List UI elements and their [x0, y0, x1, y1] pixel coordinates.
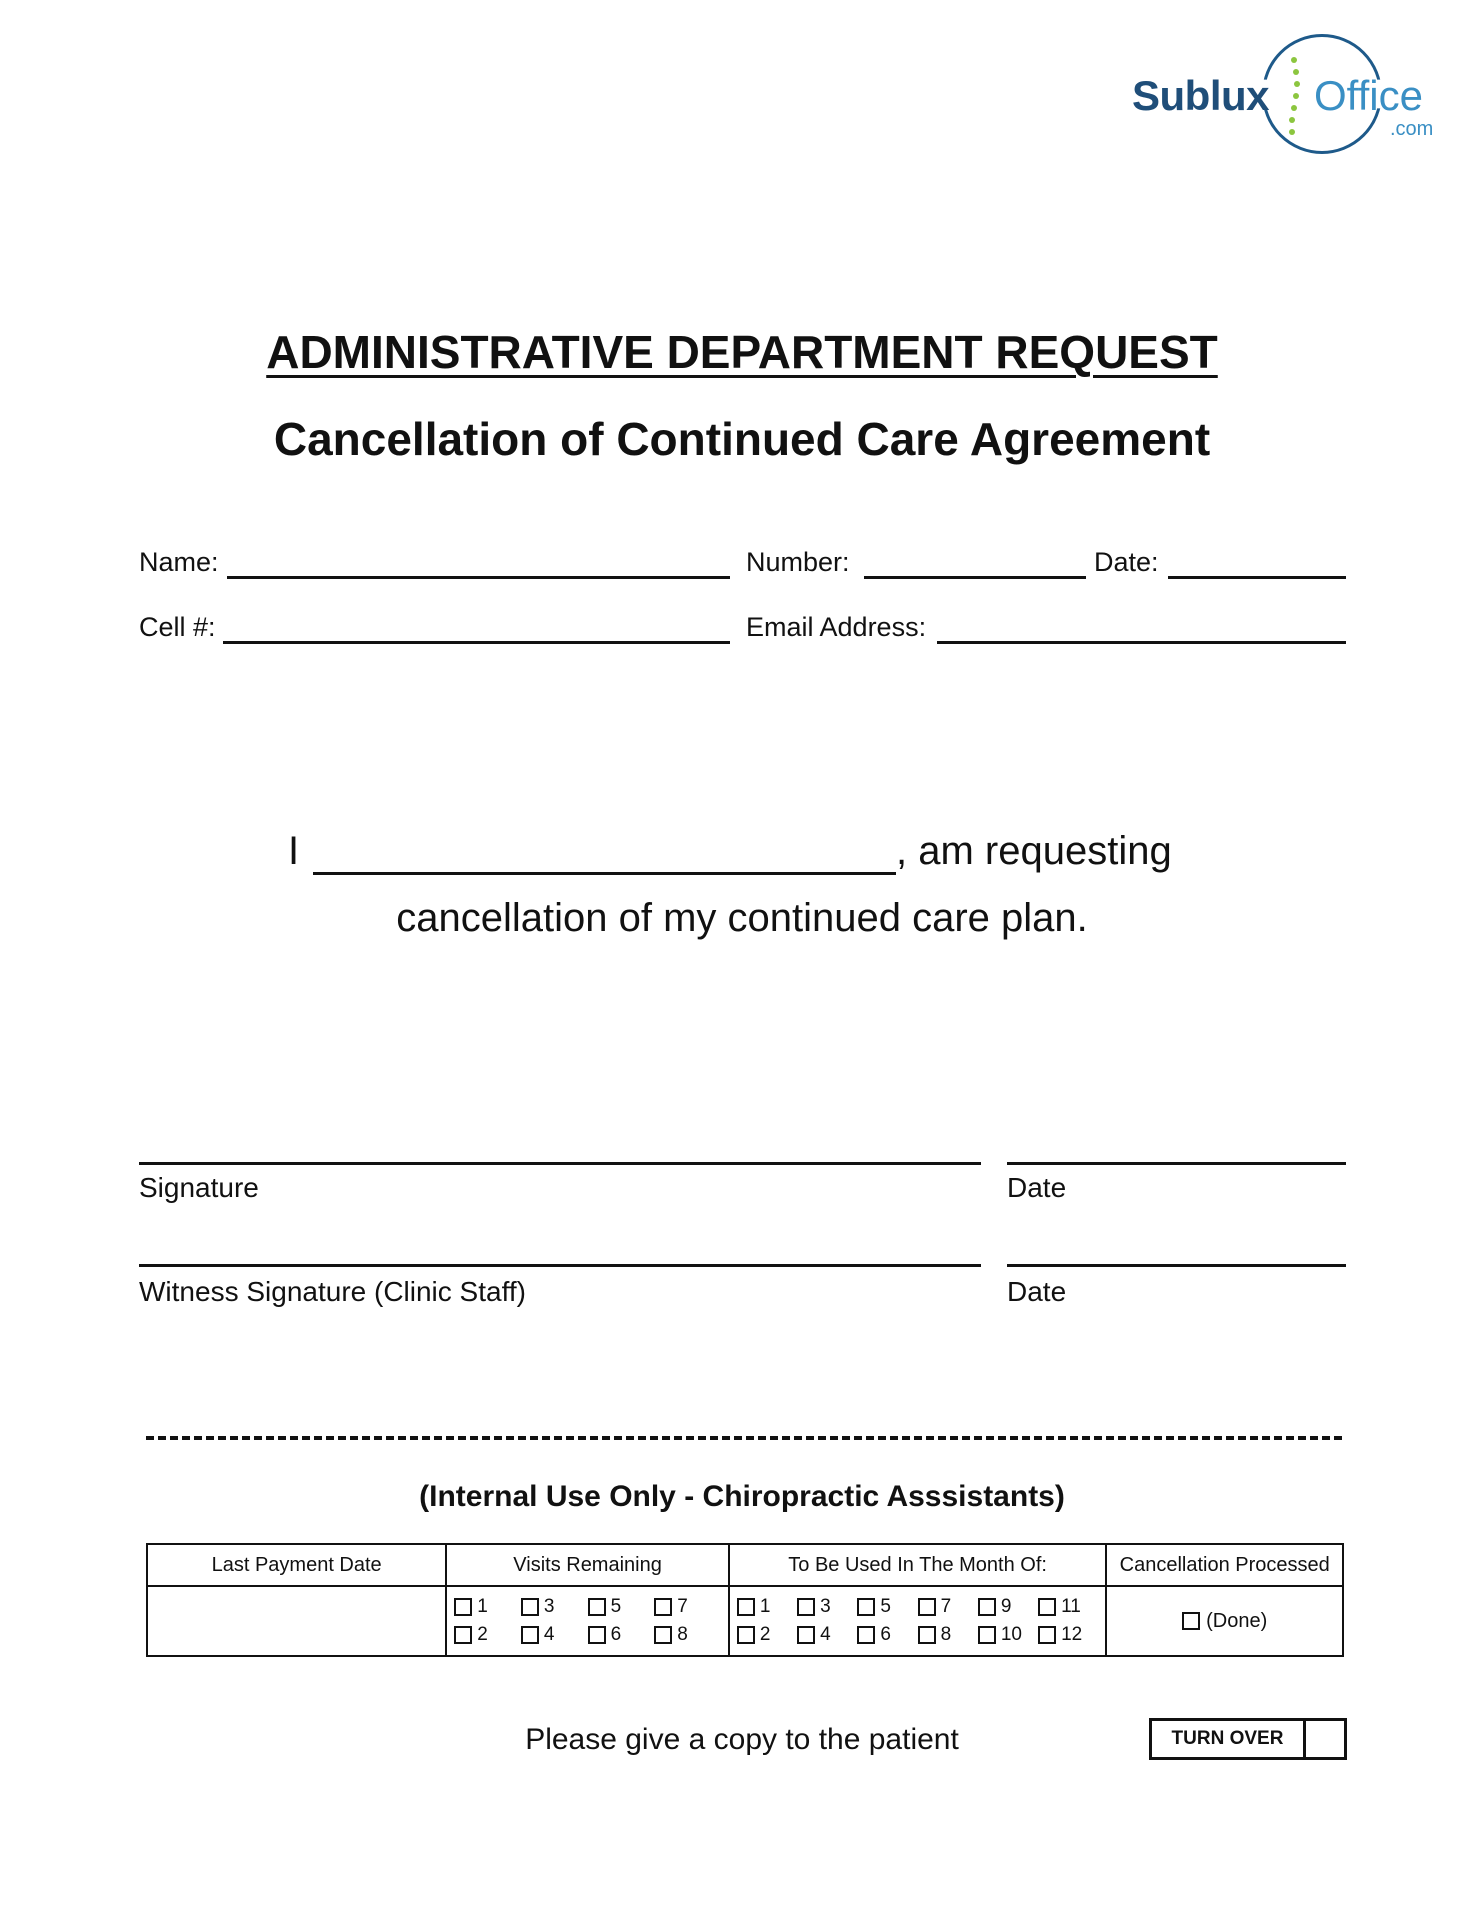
month-checkbox[interactable]: 7 [918, 1596, 978, 1618]
visits-checkbox[interactable]: 7 [654, 1596, 721, 1618]
turn-over-checkbox[interactable] [1306, 1721, 1344, 1757]
logo-word-office: Office [1314, 72, 1423, 119]
statement-line2: cancellation of my continued care plan. [396, 896, 1088, 940]
checkbox-box[interactable] [857, 1598, 875, 1616]
checkbox-box[interactable] [654, 1626, 672, 1644]
column-header: To Be Used In The Month Of: [729, 1544, 1107, 1586]
witness-date-label: Date [1007, 1276, 1067, 1307]
checkbox-box[interactable] [978, 1598, 996, 1616]
signature-date-line[interactable] [1007, 1162, 1346, 1165]
visits-checkbox[interactable]: 1 [454, 1596, 521, 1618]
sublux-office-logo [1120, 30, 1450, 165]
month-checkbox[interactable]: 2 [737, 1624, 797, 1646]
month-cell [729, 1586, 1107, 1656]
checkbox-box[interactable] [737, 1598, 755, 1616]
visits-remaining-cell [446, 1586, 729, 1656]
visits-checkbox[interactable]: 5 [588, 1596, 655, 1618]
visits-checkbox[interactable]: 2 [454, 1624, 521, 1646]
month-checkbox[interactable]: 8 [918, 1624, 978, 1646]
internal-use-heading: (Internal Use Only - Chiropractic Asssistants) [419, 1480, 1065, 1513]
logo-suffix: .com [1390, 118, 1434, 140]
checkbox-box[interactable] [797, 1598, 815, 1616]
checkbox-box[interactable] [918, 1626, 936, 1644]
name-label: Name: [139, 547, 219, 577]
page-subtitle: Cancellation of Continued Care Agreement [273, 413, 1211, 465]
witness-date-line[interactable] [1007, 1264, 1346, 1267]
month-checkbox[interactable]: 9 [978, 1596, 1038, 1618]
date-field[interactable] [1168, 576, 1346, 579]
checkbox-box[interactable] [1182, 1612, 1200, 1630]
checkbox-box[interactable] [588, 1598, 606, 1616]
column-header: Cancellation Processed [1106, 1544, 1343, 1586]
checkbox-box[interactable] [737, 1626, 755, 1644]
internal-use-table [146, 1543, 1344, 1657]
signature-date-label: Date [1007, 1172, 1067, 1203]
cut-line [146, 1436, 1342, 1440]
checkbox-box[interactable] [521, 1598, 539, 1616]
cancellation-processed-cell [1106, 1586, 1343, 1656]
month-checkbox[interactable]: 12 [1038, 1624, 1098, 1646]
copy-note: Please give a copy to the patient [525, 1723, 959, 1756]
statement-prefix: I [288, 829, 300, 873]
column-header: Last Payment Date [147, 1544, 446, 1586]
column-header: Visits Remaining [446, 1544, 729, 1586]
checkbox-box[interactable] [797, 1626, 815, 1644]
checkbox-box[interactable] [654, 1598, 672, 1616]
checkbox-box[interactable] [978, 1626, 996, 1644]
checkbox-box[interactable] [454, 1626, 472, 1644]
email-label: Email Address: [746, 612, 927, 642]
witness-signature-line[interactable] [139, 1264, 981, 1267]
last-payment-date-cell[interactable] [147, 1586, 446, 1656]
number-field[interactable] [864, 576, 1086, 579]
month-checkbox[interactable]: 3 [797, 1596, 857, 1618]
cell-field[interactable] [223, 641, 730, 644]
visits-checkbox[interactable]: 4 [521, 1624, 588, 1646]
date-label: Date: [1094, 547, 1159, 577]
spine-icon [1284, 50, 1304, 150]
checkbox-box[interactable] [1038, 1626, 1056, 1644]
signature-line[interactable] [139, 1162, 981, 1165]
month-checkbox[interactable]: 5 [857, 1596, 917, 1618]
checkbox-box[interactable] [588, 1626, 606, 1644]
statement-suffix: , am requesting [896, 829, 1172, 873]
name-field[interactable] [227, 576, 730, 579]
checkbox-box[interactable] [454, 1598, 472, 1616]
month-checkbox[interactable]: 4 [797, 1624, 857, 1646]
checkbox-box[interactable] [857, 1626, 875, 1644]
checkbox-box[interactable] [521, 1626, 539, 1644]
patient-name-field[interactable] [313, 872, 896, 875]
turn-over-label: TURN OVER [1152, 1721, 1306, 1757]
done-checkbox[interactable]: (Done) [1108, 1610, 1341, 1633]
visits-checkbox[interactable]: 8 [654, 1624, 721, 1646]
month-checkbox[interactable]: 11 [1038, 1596, 1098, 1618]
signature-label: Signature [139, 1172, 259, 1203]
checkbox-box[interactable] [1038, 1598, 1056, 1616]
turn-over-box [1149, 1718, 1347, 1760]
visits-checkbox[interactable]: 3 [521, 1596, 588, 1618]
page-title: ADMINISTRATIVE DEPARTMENT REQUEST [266, 326, 1218, 378]
email-field[interactable] [937, 641, 1346, 644]
visits-checkbox[interactable]: 6 [588, 1624, 655, 1646]
month-checkbox[interactable]: 10 [978, 1624, 1038, 1646]
month-checkbox[interactable]: 1 [737, 1596, 797, 1618]
month-checkbox[interactable]: 6 [857, 1624, 917, 1646]
logo-word-sublux: Sublux [1132, 72, 1270, 119]
cell-label: Cell #: [139, 612, 216, 642]
number-label: Number: [746, 547, 850, 577]
checkbox-box[interactable] [918, 1598, 936, 1616]
witness-signature-label: Witness Signature (Clinic Staff) [139, 1276, 526, 1307]
